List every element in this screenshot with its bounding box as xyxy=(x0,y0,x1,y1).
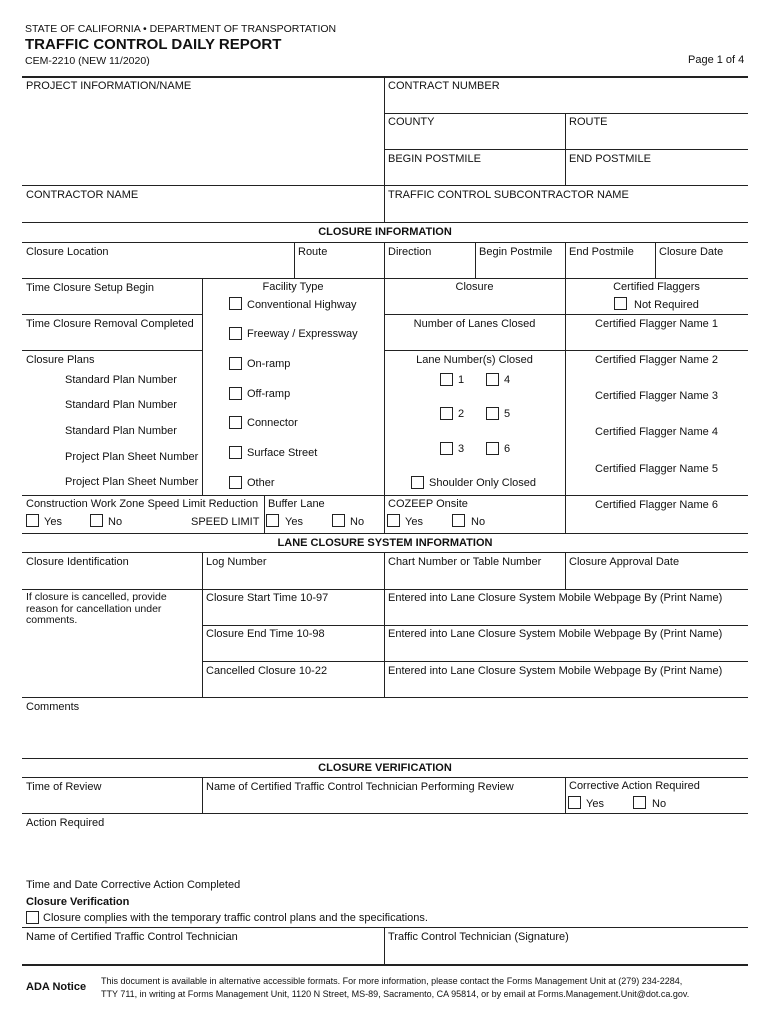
lane-5-label: 5 xyxy=(504,408,511,420)
closure-info-heading: CLOSURE INFORMATION xyxy=(318,226,452,238)
form-number: CEM-2210 (NEW 11/2020) xyxy=(25,55,150,67)
facility-type-label: Facility Type xyxy=(262,281,324,293)
speed-limit-label: SPEED LIMIT xyxy=(191,516,260,528)
speed-limit-reduction-label: Construction Work Zone Speed Limit Reduction xyxy=(26,498,259,510)
action-required-label: Action Required xyxy=(26,817,105,829)
ada-notice-label: ADA Notice xyxy=(26,981,87,993)
corrective-action-required-label: Corrective Action Required xyxy=(569,780,700,792)
subcontractor-name-label: TRAFFIC CONTROL SUBCONTRACTOR NAME xyxy=(388,189,629,201)
lane-5-checkbox[interactable] xyxy=(486,407,499,420)
lane-1-label: 1 xyxy=(458,374,465,386)
closure-identification-label: Closure Identification xyxy=(26,556,129,568)
time-removal-completed-label: Time Closure Removal Completed xyxy=(26,318,194,330)
project-plan-sheet-number-2: Project Plan Sheet Number xyxy=(65,476,199,488)
facility-surface-street-label: Surface Street xyxy=(247,447,318,459)
standard-plan-number-1: Standard Plan Number xyxy=(65,374,177,386)
time-of-review-label: Time of Review xyxy=(26,781,102,793)
facility-conventional-checkbox[interactable] xyxy=(229,297,242,310)
lane-4-label: 4 xyxy=(504,374,511,386)
lane-numbers-closed-label: Lane Number(s) Closed xyxy=(416,354,533,366)
closure-start-time-label: Closure Start Time 10-97 xyxy=(206,592,329,604)
lane-6-checkbox[interactable] xyxy=(486,442,499,455)
end-postmile-label: END POSTMILE xyxy=(569,153,651,165)
flagger-name-3: Certified Flagger Name 3 xyxy=(595,390,718,402)
closure-approval-date-label: Closure Approval Date xyxy=(569,556,680,568)
number-of-lanes-closed-label: Number of Lanes Closed xyxy=(413,318,536,330)
technician-signature-label: Traffic Control Technician (Signature) xyxy=(388,931,569,943)
county-label: COUNTY xyxy=(388,116,435,128)
lane-4-checkbox[interactable] xyxy=(486,373,499,386)
flagger-name-4: Certified Flagger Name 4 xyxy=(595,426,718,438)
closure-plans-label: Closure Plans xyxy=(26,354,95,366)
form-title: TRAFFIC CONTROL DAILY REPORT xyxy=(25,36,282,53)
lane-2-checkbox[interactable] xyxy=(440,407,453,420)
corrective-action-yes-checkbox[interactable] xyxy=(568,796,581,809)
cozeep-no-checkbox[interactable] xyxy=(452,514,465,527)
shoulder-only-checkbox[interactable] xyxy=(411,476,424,489)
corrective-action-no-checkbox[interactable] xyxy=(633,796,646,809)
lane-3-label: 3 xyxy=(458,443,465,455)
closure-complies-checkbox[interactable] xyxy=(26,911,39,924)
speed-reduction-yes-label: Yes xyxy=(44,516,62,528)
facility-offramp-checkbox[interactable] xyxy=(229,387,242,400)
technician-name-label: Name of Certified Traffic Control Technician xyxy=(26,931,238,943)
speed-reduction-yes-checkbox[interactable] xyxy=(26,514,39,527)
ada-notice-line-2: TTY 711, in writing at Forms Management Unit, 1120 N Street, MS-89, Sacramento, CA 95814, or by email at Forms.Management.Unit@dot.ca.gov. xyxy=(101,989,690,999)
contract-number-label: CONTRACT NUMBER xyxy=(388,80,500,92)
technician-performing-review-label: Name of Certified Traffic Control Technician Performing Review xyxy=(206,781,514,793)
cancel-note: If closure is cancelled, provide reason for cancellation under comments. xyxy=(26,591,167,626)
flagger-name-2: Certified Flagger Name 2 xyxy=(595,354,718,366)
cancelled-closure-label: Cancelled Closure 10-22 xyxy=(206,665,328,677)
closure-verification-heading: CLOSURE VERIFICATION xyxy=(318,762,452,774)
cozeep-onsite-label: COZEEP Onsite xyxy=(388,498,468,510)
lane-3-checkbox[interactable] xyxy=(440,442,453,455)
route-label: ROUTE xyxy=(569,116,608,128)
closure-end-time-label: Closure End Time 10-98 xyxy=(206,628,325,640)
standard-plan-number-2: Standard Plan Number xyxy=(65,399,177,411)
time-setup-begin-label: Time Closure Setup Begin xyxy=(26,282,154,294)
facility-connector-label: Connector xyxy=(247,417,298,429)
flagger-name-1: Certified Flagger Name 1 xyxy=(595,318,718,330)
shoulder-only-label: Shoulder Only Closed xyxy=(429,477,537,489)
lane-6-label: 6 xyxy=(504,443,511,455)
facility-surface-street-checkbox[interactable] xyxy=(229,446,242,459)
cozeep-no-label: No xyxy=(471,516,486,528)
chart-number-label: Chart Number or Table Number xyxy=(388,556,542,568)
facility-other-label: Other xyxy=(247,477,275,489)
ada-notice-line-1: This document is available in alternative accessible formats. For more information, please contact the Forms Management Unit at (279) 234-2284, xyxy=(101,976,683,986)
closure-complies-label: Closure complies with the temporary traffic control plans and the specifications. xyxy=(43,912,428,924)
corrective-action-yes-label: Yes xyxy=(586,798,604,810)
end-postmile-label-2: End Postmile xyxy=(569,246,634,258)
cozeep-yes-label: Yes xyxy=(405,516,423,528)
cozeep-yes-checkbox[interactable] xyxy=(387,514,400,527)
direction-label: Direction xyxy=(388,246,432,258)
speed-reduction-no-label: No xyxy=(108,516,123,528)
facility-offramp-label: Off-ramp xyxy=(247,388,291,400)
comments-label: Comments xyxy=(26,701,80,713)
agency-line: STATE OF CALIFORNIA • DEPARTMENT OF TRANSPORTATION xyxy=(25,23,337,35)
lane-closure-system-heading: LANE CLOSURE SYSTEM INFORMATION xyxy=(277,537,493,549)
facility-conventional-label: Conventional Highway xyxy=(247,299,357,311)
flagger-name-5: Certified Flagger Name 5 xyxy=(595,463,718,475)
lane-2-label: 2 xyxy=(458,408,465,420)
entered-by-label-3: Entered into Lane Closure System Mobile Webpage By (Print Name) xyxy=(388,665,723,677)
time-date-completed-label: Time and Date Corrective Action Completed xyxy=(26,879,241,891)
buffer-lane-yes-checkbox[interactable] xyxy=(266,514,279,527)
entered-by-label-1: Entered into Lane Closure System Mobile Webpage By (Print Name) xyxy=(388,592,723,604)
closure-label: Closure xyxy=(455,281,494,293)
closure-verification-label: Closure Verification xyxy=(26,896,130,908)
log-number-label: Log Number xyxy=(206,556,267,568)
lane-1-checkbox[interactable] xyxy=(440,373,453,386)
facility-onramp-label: On-ramp xyxy=(247,358,291,370)
facility-freeway-label: Freeway / Expressway xyxy=(247,328,358,340)
project-plan-sheet-number-1: Project Plan Sheet Number xyxy=(65,451,199,463)
facility-freeway-checkbox[interactable] xyxy=(229,327,242,340)
flaggers-not-required-label: Not Required xyxy=(634,299,699,311)
corrective-action-no-label: No xyxy=(652,798,667,810)
flaggers-not-required-checkbox[interactable] xyxy=(614,297,627,310)
buffer-lane-label: Buffer Lane xyxy=(268,498,325,510)
facility-onramp-checkbox[interactable] xyxy=(229,357,242,370)
flagger-name-6: Certified Flagger Name 6 xyxy=(595,499,718,511)
begin-postmile-label-2: Begin Postmile xyxy=(479,246,553,258)
buffer-lane-yes-label: Yes xyxy=(285,516,303,528)
contractor-name-label: CONTRACTOR NAME xyxy=(26,189,139,201)
route-label-2: Route xyxy=(298,246,328,258)
begin-postmile-label: BEGIN POSTMILE xyxy=(388,153,481,165)
facility-connector-checkbox[interactable] xyxy=(229,416,242,429)
speed-reduction-no-checkbox[interactable] xyxy=(90,514,103,527)
buffer-lane-no-label: No xyxy=(350,516,365,528)
project-info-label: PROJECT INFORMATION/NAME xyxy=(26,80,192,92)
buffer-lane-no-checkbox[interactable] xyxy=(332,514,345,527)
closure-location-label: Closure Location xyxy=(26,246,109,258)
standard-plan-number-3: Standard Plan Number xyxy=(65,425,177,437)
certified-flaggers-label: Certified Flaggers xyxy=(613,281,700,293)
closure-date-label: Closure Date xyxy=(659,246,724,258)
entered-by-label-2: Entered into Lane Closure System Mobile Webpage By (Print Name) xyxy=(388,628,723,640)
page-number: Page 1 of 4 xyxy=(688,54,745,66)
facility-other-checkbox[interactable] xyxy=(229,476,242,489)
